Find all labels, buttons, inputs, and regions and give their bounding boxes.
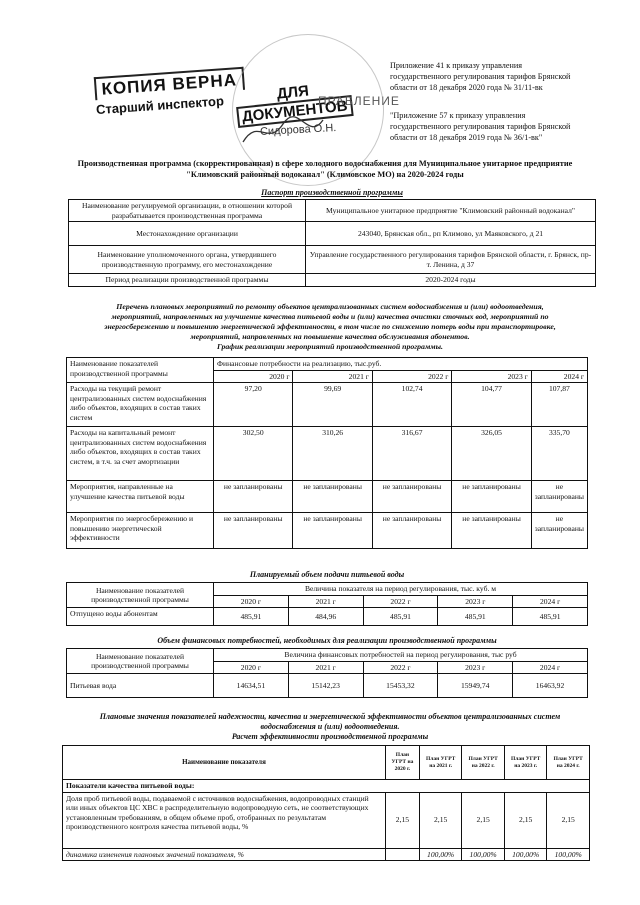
plan-header: План УГРТ на 2024 г. — [547, 746, 590, 780]
cell-value: не запланированы — [531, 513, 587, 549]
plan-header: План УГРТ на 2022 г. — [462, 746, 505, 780]
row-name: Расходы на текущий ремонт централизованных систем водоснабжения либо объектов, входящих в состав таких систем — [67, 383, 214, 427]
cell-value: 15142,23 — [288, 674, 363, 698]
table-row — [67, 649, 588, 662]
passport-value: Управление государственного регулирования тарифов Брянской области, г. Брянск, пр-т. Ленина, д 37 — [306, 246, 596, 274]
intro-line: энергосбережению и повышению энергетической эффективности, в том числе по снижению потерь воды при транспортировке, — [104, 322, 556, 331]
col-name-header: Наименование показателей производственной программы — [67, 583, 214, 608]
cell-value: 15949,74 — [438, 674, 513, 698]
reliability-heading — [60, 712, 600, 742]
volume-table — [66, 582, 588, 626]
cell-value: 100,00% — [462, 848, 505, 861]
cell-value: 316,67 — [372, 427, 451, 481]
passport-label: Местонахождение организации — [69, 222, 306, 246]
appendix-57-note — [390, 110, 570, 143]
appendix-41-note — [390, 60, 570, 93]
table-row — [67, 674, 588, 698]
cell-value: 14634,51 — [214, 674, 289, 698]
volume-heading: Планируемый объем подачи питьевой воды — [249, 570, 405, 579]
row-name: Мероприятия по энергосбережению и повышению энергетической эффективности — [67, 513, 214, 549]
year-header: 2022 г — [363, 595, 438, 608]
cell-value: не запланированы — [293, 513, 372, 549]
cell-value: 100,00% — [547, 848, 590, 861]
cell-value: 2,15 — [504, 792, 547, 848]
year-header: 2021 г — [293, 370, 372, 383]
cell-value: 310,26 — [293, 427, 372, 481]
cell-value: не запланированы — [452, 481, 531, 513]
cell-value: 102,74 — [372, 383, 451, 427]
year-header: 2024 г — [513, 661, 588, 674]
calc-heading: Расчет эффективности производственной программы — [231, 732, 429, 741]
year-header: 2024 г — [513, 595, 588, 608]
inspector-name: Сидорова О.Н. — [259, 122, 337, 138]
table-row — [69, 222, 596, 246]
cell-value: 16463,92 — [513, 674, 588, 698]
row-name: Мероприятия, направленные на улучшение качества питьевой воды — [67, 481, 214, 513]
passport-value: Муниципальное унитарное предприятие "Климовский районный водоканал" — [306, 200, 596, 222]
year-header: 2023 г — [452, 370, 531, 383]
year-header: 2022 г — [372, 370, 451, 383]
finance-table — [66, 648, 588, 698]
intro-line: мероприятий, направленных на улучшение качества питьевой воды и (или) качества очистки сточных вод, мероприятий по — [111, 312, 549, 321]
year-header: 2022 г — [363, 661, 438, 674]
table-row — [69, 200, 596, 222]
table-row — [69, 274, 596, 287]
row-name: Питьевая вода — [67, 674, 214, 698]
cell-value: 2,15 — [462, 792, 505, 848]
cell-value: не запланированы — [372, 513, 451, 549]
passport-value: 2020-2024 годы — [306, 274, 596, 287]
cell-value: 485,91 — [513, 608, 588, 626]
table-row — [63, 792, 590, 848]
col-name-header: Наименование показателей производственной программы — [67, 649, 214, 674]
appendix-57-line: области от 18 декабря 2019 года № 36/1-вк" — [390, 133, 543, 142]
appendix-57-line: государственного регулирования тарифов Брянской — [390, 122, 571, 131]
table-row — [67, 583, 588, 596]
table-row — [63, 746, 590, 780]
section-label: Показатели качества питьевой воды: — [63, 780, 590, 793]
passport-table — [68, 199, 596, 287]
passport-label: Период реализации производственной программы — [69, 274, 306, 287]
year-header: 2020 г — [214, 595, 289, 608]
year-header: 2023 г — [438, 595, 513, 608]
cell-value — [386, 848, 420, 861]
table-row — [69, 246, 596, 274]
title-line: "Климовский районный водоканал" (Климовское МО) на 2020-2024 годы — [186, 170, 464, 179]
cell-value: 484,96 — [288, 608, 363, 626]
table-row — [67, 608, 588, 626]
row-name: Расходы на капитальный ремонт централизованных систем водоснабжения либо объектов, входящих в состав таких систем, в т.ч. за счет амортизации — [67, 427, 214, 481]
table-row — [67, 358, 588, 371]
reliability-heading-line: водоснабжения и (или) водоотведения. — [260, 722, 400, 731]
reliability-heading-line: Плановые значения показателей надежности, качества и энергетической эффективности объектов централизованных систем — [99, 712, 561, 721]
col-group-header: Финансовые потребности на реализацию, тыс.руб. — [214, 358, 588, 371]
cell-value: 107,87 — [531, 383, 587, 427]
year-header: 2023 г — [438, 661, 513, 674]
table-row — [67, 481, 588, 513]
table-row — [63, 780, 590, 793]
intro-line: Перечень плановых мероприятий по ремонту объектов централизованных систем водоснабжения и (или) водоотведения, — [116, 302, 544, 311]
cell-value: 104,77 — [452, 383, 531, 427]
document-title — [60, 158, 590, 180]
cell-value: 15453,32 — [363, 674, 438, 698]
plan-header: План УГРТ на 2023 г. — [504, 746, 547, 780]
for-text: ДЛЯ — [276, 82, 310, 103]
passport-label: Наименование уполномоченного органа, утвердившего производственную программу, его местонахождение — [69, 246, 306, 274]
schedule-heading: График реализации мероприятий производственной программы. — [217, 342, 443, 351]
schedule-table — [66, 357, 588, 549]
row-name: динамика изменения плановых значений показателя, % — [63, 848, 386, 861]
cell-value: не запланированы — [214, 481, 293, 513]
cell-value: 335,70 — [531, 427, 587, 481]
plan-header: План УГРТ на 2021 г. — [419, 746, 462, 780]
cell-value: 485,91 — [438, 608, 513, 626]
col-name-header: Наименование показателя — [63, 746, 386, 780]
cell-value: 99,69 — [293, 383, 372, 427]
passport-heading: Паспорт производственной программы — [261, 188, 403, 197]
year-header: 2020 г — [214, 661, 289, 674]
row-name: Отпущено воды абонентам — [67, 608, 214, 626]
plan-header: План УГРТ на 2020 г. — [386, 746, 420, 780]
cell-value: 485,91 — [214, 608, 289, 626]
col-name-header: Наименование показателей производственной программы — [67, 358, 214, 383]
cell-value: не запланированы — [293, 481, 372, 513]
cell-value: 2,15 — [419, 792, 462, 848]
seal-text: ПРАВЛЕНИЕ — [318, 94, 400, 108]
cell-value: не запланированы — [372, 481, 451, 513]
year-header: 2021 г — [288, 661, 363, 674]
table-row — [67, 427, 588, 481]
col-group-header: Величина показателя на период регулирования, тыс. куб. м — [214, 583, 588, 596]
signature — [238, 112, 328, 152]
year-header: 2024 г — [531, 370, 587, 383]
cell-value: 100,00% — [504, 848, 547, 861]
cell-value: не запланированы — [214, 513, 293, 549]
cell-value: 302,50 — [214, 427, 293, 481]
appendix-41-line: государственного регулирования тарифов Брянской — [390, 72, 571, 81]
measures-intro — [60, 302, 600, 352]
year-header: 2021 г — [288, 595, 363, 608]
cell-value: не запланированы — [531, 481, 587, 513]
year-header: 2020 г — [214, 370, 293, 383]
copy-stamp-text: КОПИЯ ВЕРНА — [94, 67, 245, 100]
cell-value: 2,15 — [386, 792, 420, 848]
passport-value: 243040, Брянская обл., рп Климово, ул Маяковского, д 21 — [306, 222, 596, 246]
row-name: Доля проб питьевой воды, подаваемой с источников водоснабжения, водопроводных станций или иных объектов ЦС ХВС в распределительную водопроводную сеть, не соответствующих установленным требованиям, в общем объеме проб, отобранных по результатам производственного контроля качества питьевой воды, % — [63, 792, 386, 848]
cell-value: 100,00% — [419, 848, 462, 861]
inspector-text: Старший инспектор — [95, 93, 225, 118]
reliability-table — [62, 745, 590, 861]
table-row — [63, 848, 590, 861]
passport-label: Наименование регулируемой организации, в отношении которой разрабатывается производственная программа — [69, 200, 306, 222]
cell-value: 97,20 — [214, 383, 293, 427]
cell-value: 2,15 — [547, 792, 590, 848]
col-group-header: Величина финансовых потребностей на период регулирования, тыс руб — [214, 649, 588, 662]
table-row — [67, 513, 588, 549]
appendix-41-line: Приложение 41 к приказу управления — [390, 61, 523, 70]
cell-value: 485,91 — [363, 608, 438, 626]
copy-stamp — [94, 67, 246, 117]
cell-value: 326,05 — [452, 427, 531, 481]
cell-value: не запланированы — [452, 513, 531, 549]
table-row — [67, 383, 588, 427]
intro-line: мероприятий, направленных на повышение качества обслуживания абонентов. — [190, 332, 470, 341]
appendix-57-line: "Приложение 57 к приказу управления — [390, 111, 526, 120]
appendix-41-line: области от 18 декабря 2020 года № 31/11-вк — [390, 83, 543, 92]
documents-text: ДОКУМЕНТОВ — [236, 95, 353, 128]
title-line: Производственная программа (скорректированная) в сфере холодного водоснабжения для Муниципальное унитарное предприятие — [77, 159, 573, 168]
finance-heading: Объем финансовых потребностей, необходимых для реализации производственной программы — [157, 636, 497, 645]
